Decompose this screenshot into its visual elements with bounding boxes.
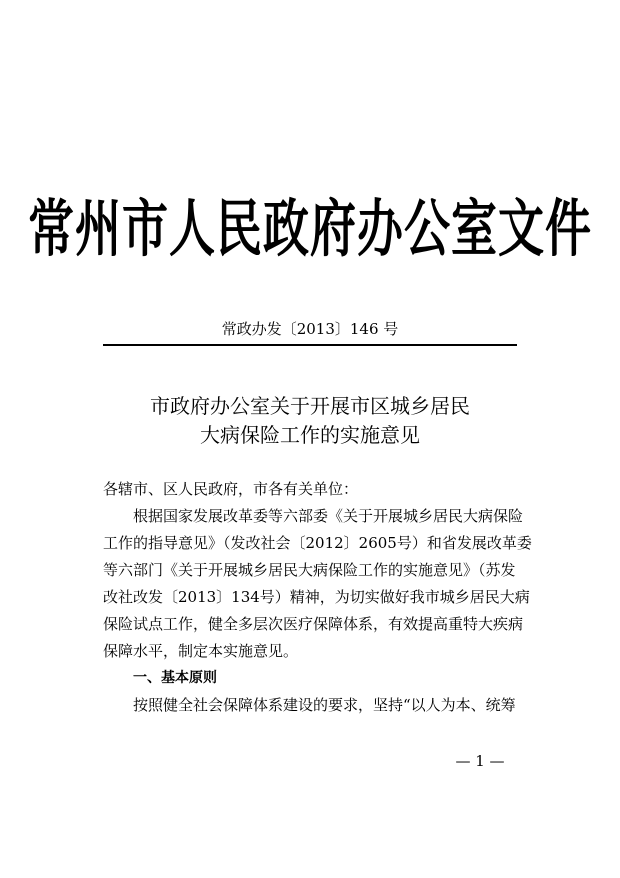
paragraph-line: 工作的指导意见》（发改社会〔2012〕2605号）和省发展改革委 (103, 534, 532, 552)
page-number: — 1 — (455, 752, 505, 770)
section-heading: 一、基本原则 (133, 670, 217, 686)
paragraph-line: 保险试点工作，健全多层次医疗保障体系，有效提高重特大疾病 (103, 615, 524, 633)
document-number: 常政办发〔2013〕146 号 (221, 320, 399, 338)
notice-title-line-1: 市政府办公室关于开展市区城乡居民 (150, 394, 470, 418)
paragraph-line: 根据国家发展改革委等六部委《关于开展城乡居民大病保险 (133, 507, 524, 525)
notice-title (0, 392, 620, 450)
document-title: 常州市人民政府办公室文件 (28, 192, 592, 266)
salutation: 各辖市、区人民政府，市各有关单位： (103, 480, 359, 498)
notice-title-line-2: 大病保险工作的实施意见 (200, 423, 420, 447)
paragraph-line: 保障水平，制定本实施意见。 (103, 642, 299, 660)
body-text (103, 476, 532, 719)
paragraph-line: 按照健全社会保障体系建设的要求，坚持“以人为本、统筹 (133, 696, 516, 714)
title-divider (103, 344, 517, 346)
paragraph-line: 改社改发〔2013〕134号）精神，为切实做好我市城乡居民大病 (103, 588, 530, 606)
paragraph-line: 等六部门《关于开展城乡居民大病保险工作的实施意见》（苏发 (103, 561, 516, 579)
